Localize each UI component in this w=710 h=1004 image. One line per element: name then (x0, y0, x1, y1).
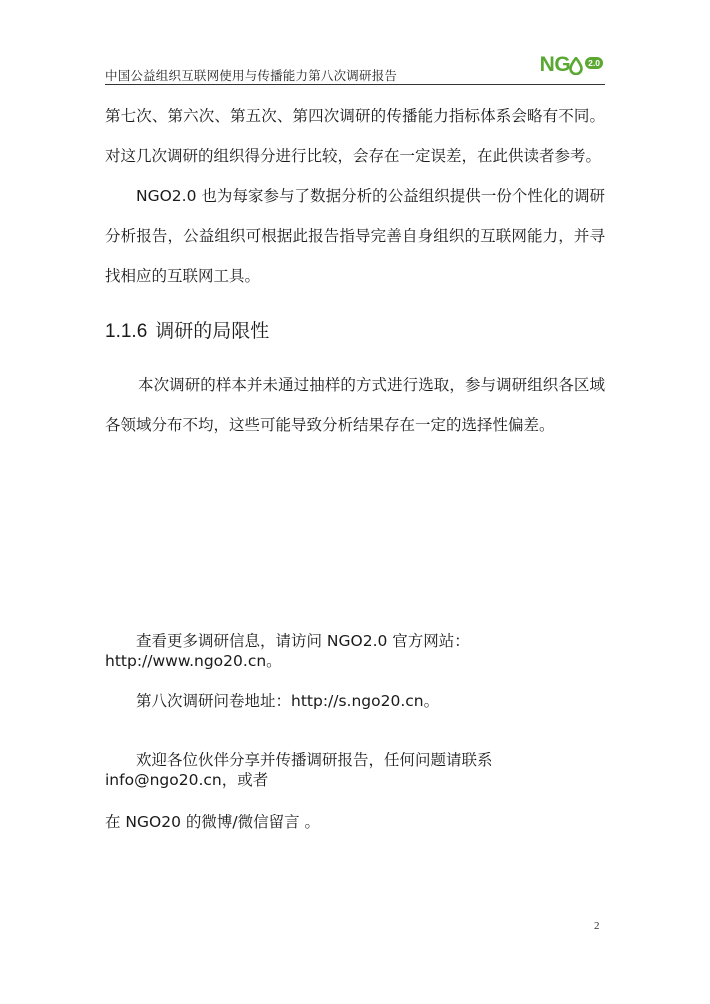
page-header (105, 52, 605, 82)
main-content (105, 96, 605, 445)
website-line[interactable]: 查看更多调研信息，请访问 NGO2.0 官方网站：http://www.ngo20.cn。 (105, 632, 470, 670)
contact-block (105, 750, 605, 832)
logo-text: NG (539, 53, 571, 76)
logo-drop-icon (569, 57, 583, 75)
section-heading (105, 314, 605, 349)
logo-badge: 2.0 (585, 57, 603, 69)
header-divider (105, 84, 605, 85)
paragraph-comparison-note: 第七次、第六次、第五次、第四次调研的传播能力指标体系会略有不同。对这几次调研的组织得分进行比较，会存在一定误差，在此供读者参考。 (105, 107, 605, 165)
section-number: 1.1.6 (105, 321, 148, 342)
report-title: 中国公益组织互联网使用与传播能力第八次调研报告 (105, 68, 398, 83)
links-block (105, 631, 605, 711)
contact-line-1: 欢迎各位伙伴分享并传播调研报告，任何问题请联系 info@ngo20.cn，或者 (105, 751, 493, 789)
ngo20-logo (540, 52, 603, 78)
survey-link-line[interactable]: 第八次调研问卷地址：http://s.ngo20.cn。 (136, 692, 440, 710)
page-number: 2 (594, 920, 600, 932)
paragraph-limitations: 本次调研的样本并未通过抽样的方式进行选取，参与调研组织各区域各领域分布不均，这些可能导致分析结果存在一定的选择性偏差。 (105, 376, 605, 434)
contact-line-2: 在 NGO20 的微博/微信留言 。 (105, 813, 321, 831)
paragraph-personal-report: NGO2.0 也为每家参与了数据分析的公益组织提供一份个性化的调研分析报告，公益组织可根据此报告指导完善自身组织的互联网能力，并寻找相应的互联网工具。 (105, 187, 605, 285)
section-title: 调研的局限性 (155, 320, 270, 342)
